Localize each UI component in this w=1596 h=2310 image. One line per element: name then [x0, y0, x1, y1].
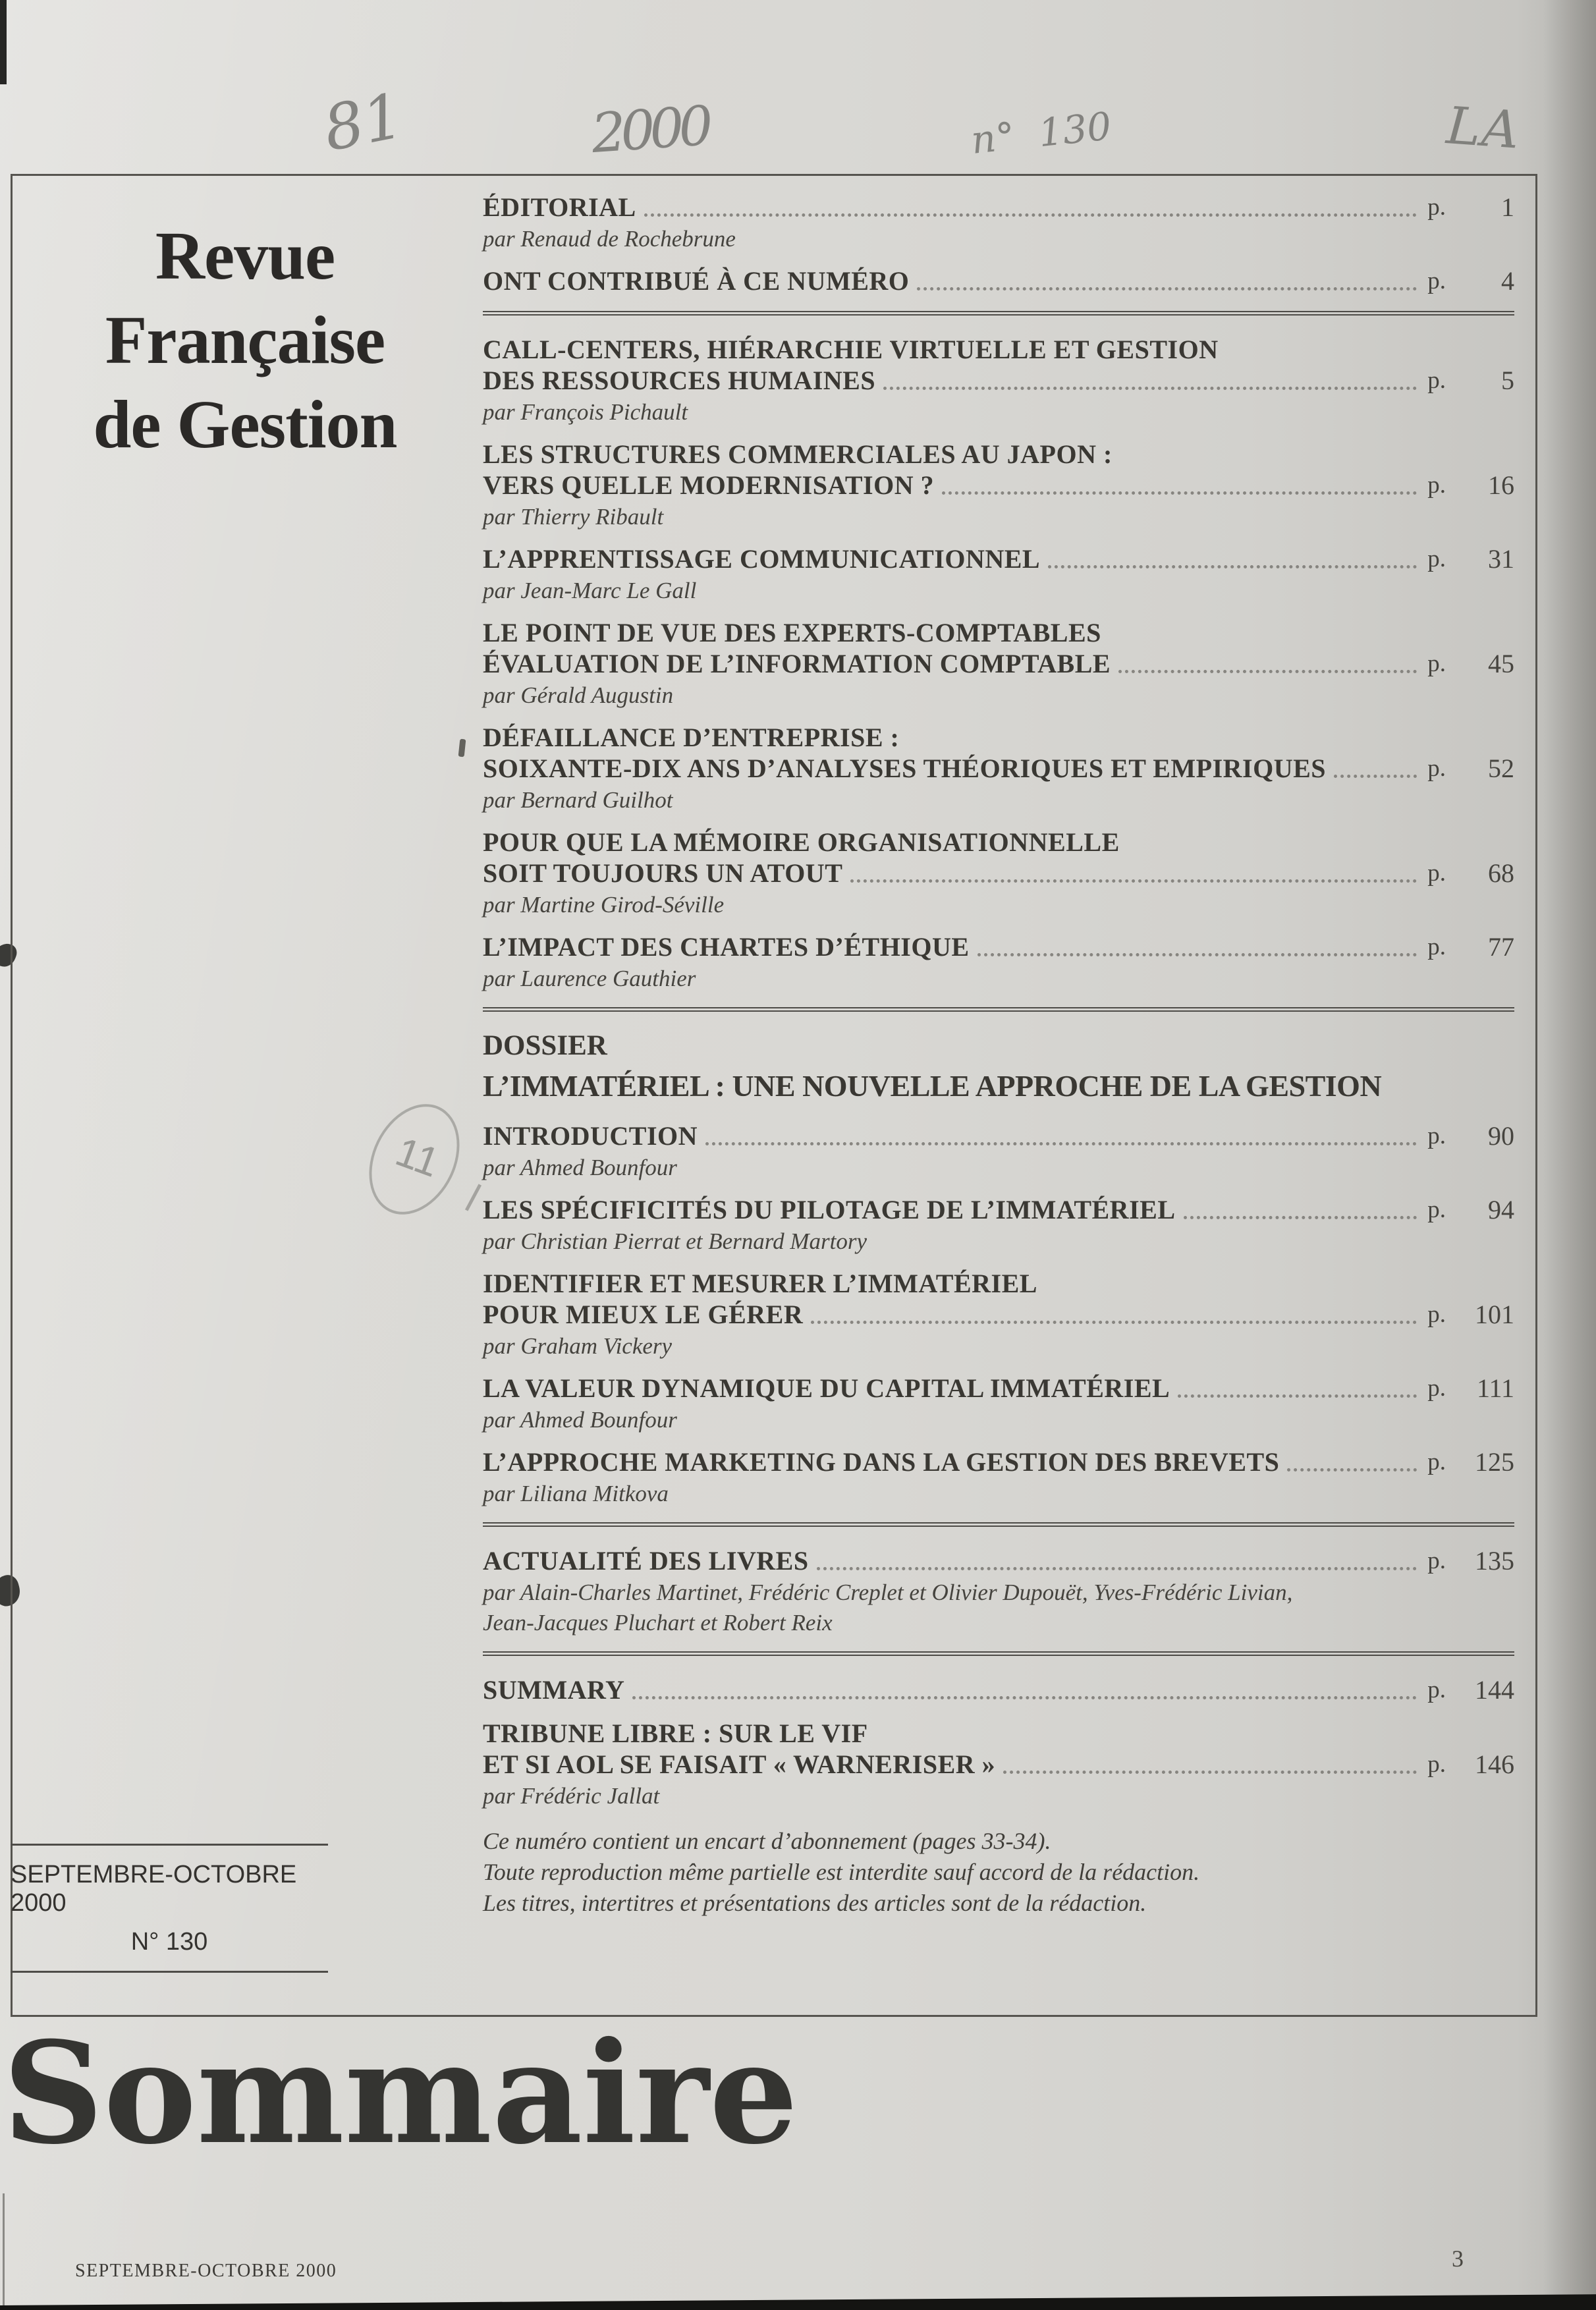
page-number: 125	[1475, 1447, 1514, 1477]
toc-entry	[483, 1194, 1514, 1255]
toc-entry	[483, 617, 1514, 709]
note-line: Les titres, intertitres et présentations des articles sont de la rédaction.	[483, 1890, 1147, 1916]
toc-entry	[483, 1718, 1514, 1810]
entry-title-text: ET SI AOL SE FAISAIT « WARNERISER »	[483, 1749, 996, 1779]
leader-dots	[942, 491, 1417, 495]
entry-title-line: LES STRUCTURES COMMERCIALES AU JAPON :	[483, 439, 1113, 469]
entry-title-text: SUMMARY	[483, 1675, 625, 1705]
entry-title-line: DÉFAILLANCE D’ENTREPRISE :	[483, 723, 900, 752]
toc-entry	[483, 1446, 1514, 1508]
entry-author: Jean-Jacques Pluchart et Robert Reix	[483, 1610, 833, 1636]
entry-author: par Frédéric Jallat	[483, 1783, 660, 1809]
entry-title-text: LES SPÉCIFICITÉS DU PILOTAGE DE L’IMMATÉRIEL	[483, 1195, 1176, 1224]
toc-entry	[483, 722, 1514, 814]
page-label: p.	[1427, 1196, 1446, 1223]
pencil-stamp-text: 11	[389, 1128, 445, 1186]
entry-title-row	[483, 1749, 1514, 1780]
leader-dots	[1287, 1468, 1417, 1471]
page-number: 52	[1488, 754, 1514, 783]
page-title: Sommaire	[3, 2011, 798, 2175]
page-label: p.	[1427, 367, 1446, 394]
leader-dots	[1334, 775, 1417, 778]
section-divider	[483, 1522, 1514, 1524]
page-number: 1	[1501, 192, 1514, 222]
page-label: p.	[1427, 267, 1446, 294]
entry-title-row	[483, 1545, 1514, 1576]
toc-groups	[483, 192, 1514, 1810]
page-label: p.	[1427, 1375, 1446, 1402]
issue-number: N° 130	[130, 1927, 208, 1956]
entry-title-line: POUR QUE LA MÉMOIRE ORGANISATIONNELLE	[483, 827, 1120, 857]
section-divider	[483, 1007, 1514, 1008]
entry-author: par Martine Girod-Séville	[483, 892, 725, 918]
page-label: p.	[1427, 755, 1446, 782]
entry-author: par Bernard Guilhot	[483, 787, 673, 813]
entry-author: par Ahmed Bounfour	[483, 1155, 677, 1180]
toc-entry	[483, 931, 1514, 993]
section-divider	[483, 1651, 1514, 1653]
leader-dots	[644, 213, 1417, 217]
entry-author: par Graham Vickery	[483, 1333, 673, 1359]
entry-title-text: ÉVALUATION DE L’INFORMATION COMPTABLE	[483, 649, 1111, 678]
issue-info-box	[11, 1844, 328, 1973]
page-number: 146	[1475, 1749, 1514, 1779]
toc-entry	[483, 192, 1514, 253]
entry-title-text: ÉDITORIAL	[483, 192, 636, 222]
page-label: p.	[1427, 545, 1446, 572]
leader-dots	[1178, 1394, 1417, 1398]
entry-title-row	[483, 858, 1514, 889]
toc-entry	[483, 1373, 1514, 1434]
entry-title-text: VERS QUELLE MODERNISATION ?	[483, 470, 935, 500]
page-label: p.	[1427, 1547, 1446, 1574]
handwritten-issue-number: n° 130	[969, 103, 1114, 163]
page-number: 90	[1488, 1121, 1514, 1151]
entry-title-row	[483, 1299, 1514, 1330]
entry-author: par François Pichault	[483, 399, 688, 425]
entry-title-text: SOIXANTE-DIX ANS D’ANALYSES THÉORIQUES ET EMPIRIQUES	[483, 754, 1327, 783]
toc-entry	[483, 265, 1514, 296]
toc-entry	[483, 827, 1514, 919]
page-number: 4	[1501, 266, 1514, 296]
page-label: p.	[1427, 1301, 1446, 1328]
contents-box	[11, 174, 1537, 2017]
entry-title-line: LE POINT DE VUE DES EXPERTS-COMPTABLES	[483, 618, 1101, 647]
page-label: p.	[1427, 1122, 1446, 1149]
page-number: 144	[1475, 1675, 1514, 1705]
issue-period: SEPTEMBRE-OCTOBRE 2000	[11, 1860, 297, 1917]
page-number: 5	[1501, 366, 1514, 395]
scan-edge-artifact	[3, 2193, 5, 2310]
note-line: Toute reproduction même partielle est interdite sauf accord de la rédaction.	[483, 1859, 1200, 1885]
dossier-header	[483, 1030, 1514, 1105]
entry-title-row	[483, 192, 1514, 223]
footer-issue-label: SEPTEMBRE-OCTOBRE 2000	[75, 2261, 337, 2281]
entry-author: par Christian Pierrat et Bernard Martory	[483, 1228, 867, 1254]
entry-title-text: SOIT TOUJOURS UN ATOUT	[483, 858, 843, 888]
toc-entry	[483, 439, 1514, 531]
dossier-label: DOSSIER	[483, 1030, 607, 1061]
page-number: 31	[1488, 544, 1514, 574]
page-label: p.	[1427, 472, 1446, 499]
page-label: p.	[1427, 194, 1446, 221]
entry-title-text: INTRODUCTION	[483, 1121, 698, 1151]
entry-title-text: ACTUALITÉ DES LIVRES	[483, 1546, 809, 1576]
scan-edge-artifact	[0, 0, 7, 84]
entry-title-line: CALL-CENTERS, HIÉRARCHIE VIRTUELLE ET GESTION	[483, 335, 1219, 364]
entry-title-text: ONT CONTRIBUÉ À CE NUMÉRO	[483, 266, 910, 296]
entry-title-row	[483, 753, 1514, 784]
toc-entry	[483, 1545, 1514, 1637]
leader-dots	[1184, 1216, 1417, 1219]
footer-page-number: 3	[1452, 2245, 1464, 2272]
leader-dots	[977, 953, 1417, 956]
leader-dots	[917, 287, 1417, 290]
page-number: 77	[1488, 932, 1514, 962]
journal-title-line-3: de Gestion	[93, 387, 397, 462]
leader-dots	[705, 1142, 1417, 1145]
entry-title-text: L’APPRENTISSAGE COMMUNICATIONNEL	[483, 544, 1041, 574]
entry-title-row	[483, 265, 1514, 296]
page-label: p.	[1427, 933, 1446, 960]
page-number: 68	[1488, 858, 1514, 888]
journal-title	[13, 214, 478, 467]
entry-title-row	[483, 470, 1514, 501]
entry-author: par Ahmed Bounfour	[483, 1407, 677, 1433]
leader-dots	[1048, 565, 1417, 568]
entry-title-text: LA VALEUR DYNAMIQUE DU CAPITAL IMMATÉRIEL	[483, 1373, 1170, 1403]
entry-author: par Laurence Gauthier	[483, 966, 696, 991]
entry-title-line: IDENTIFIER ET MESURER L’IMMATÉRIEL	[483, 1269, 1037, 1298]
toc-entry	[483, 543, 1514, 605]
leader-dots	[811, 1321, 1417, 1324]
page-number: 45	[1488, 649, 1514, 678]
entry-author: par Gérald Augustin	[483, 682, 674, 708]
entry-title-row	[483, 543, 1514, 574]
journal-title-line-1: Revue	[155, 218, 335, 294]
leader-dots	[883, 387, 1417, 390]
entry-title-row	[483, 1194, 1514, 1225]
page-number: 101	[1475, 1300, 1514, 1329]
table-of-contents	[483, 192, 1514, 1919]
entry-title-text: POUR MIEUX LE GÉRER	[483, 1300, 804, 1329]
journal-title-line-2: Française	[105, 302, 385, 378]
entry-title-text: L’IMPACT DES CHARTES D’ÉTHIQUE	[483, 932, 970, 962]
entry-title-line: TRIBUNE LIBRE : SUR LE VIF	[483, 1719, 868, 1748]
leader-dots	[850, 879, 1417, 883]
leader-dots	[817, 1567, 1417, 1570]
page-number: 94	[1488, 1195, 1514, 1224]
toc-entry	[483, 1674, 1514, 1705]
entry-author: par Liliana Mitkova	[483, 1481, 669, 1506]
entry-title-row	[483, 365, 1514, 396]
leader-dots	[1003, 1771, 1417, 1774]
entry-author: par Renaud de Rochebrune	[483, 226, 736, 252]
page-label: p.	[1427, 1751, 1446, 1778]
entry-title-row	[483, 1373, 1514, 1404]
page-label: p.	[1427, 650, 1446, 677]
entry-title-row	[483, 1446, 1514, 1477]
page-label: p.	[1427, 1448, 1446, 1475]
entry-title-text: DES RESSOURCES HUMAINES	[483, 366, 876, 395]
entry-title-row	[483, 1674, 1514, 1705]
entry-author: par Jean-Marc Le Gall	[483, 578, 697, 603]
page-label: p.	[1427, 1676, 1446, 1703]
dossier-title: L’IMMATÉRIEL : UNE NOUVELLE APPROCHE DE LA GESTION	[483, 1069, 1382, 1103]
toc-notes	[483, 1826, 1514, 1919]
entry-author: par Thierry Ribault	[483, 504, 664, 530]
handwritten-year: 2000	[589, 94, 710, 166]
entry-author: par Alain-Charles Martinet, Frédéric Creplet et Olivier Dupouët, Yves-Frédéric Livian,	[483, 1580, 1293, 1605]
entry-title-row	[483, 931, 1514, 962]
toc-entry	[483, 1268, 1514, 1360]
entry-title-row	[483, 1120, 1514, 1151]
handwritten-initials: LA	[1444, 96, 1523, 161]
page-number: 16	[1488, 470, 1514, 500]
page-number: 111	[1476, 1373, 1514, 1403]
leader-dots	[632, 1696, 1417, 1699]
page-number: 135	[1475, 1546, 1514, 1576]
toc-entry	[483, 1120, 1514, 1182]
entry-title-row	[483, 648, 1514, 679]
entry-title-text: L’APPROCHE MARKETING DANS LA GESTION DES BREVETS	[483, 1447, 1280, 1477]
scan-shading	[1543, 0, 1596, 2310]
section-divider	[483, 311, 1514, 312]
leader-dots	[1118, 670, 1417, 673]
toc-entry	[483, 334, 1514, 426]
note-line: Ce numéro contient un encart d’abonnement (pages 33-34).	[483, 1828, 1051, 1854]
page-label: p.	[1427, 860, 1446, 887]
handwritten-mark-left: 81	[317, 80, 409, 166]
